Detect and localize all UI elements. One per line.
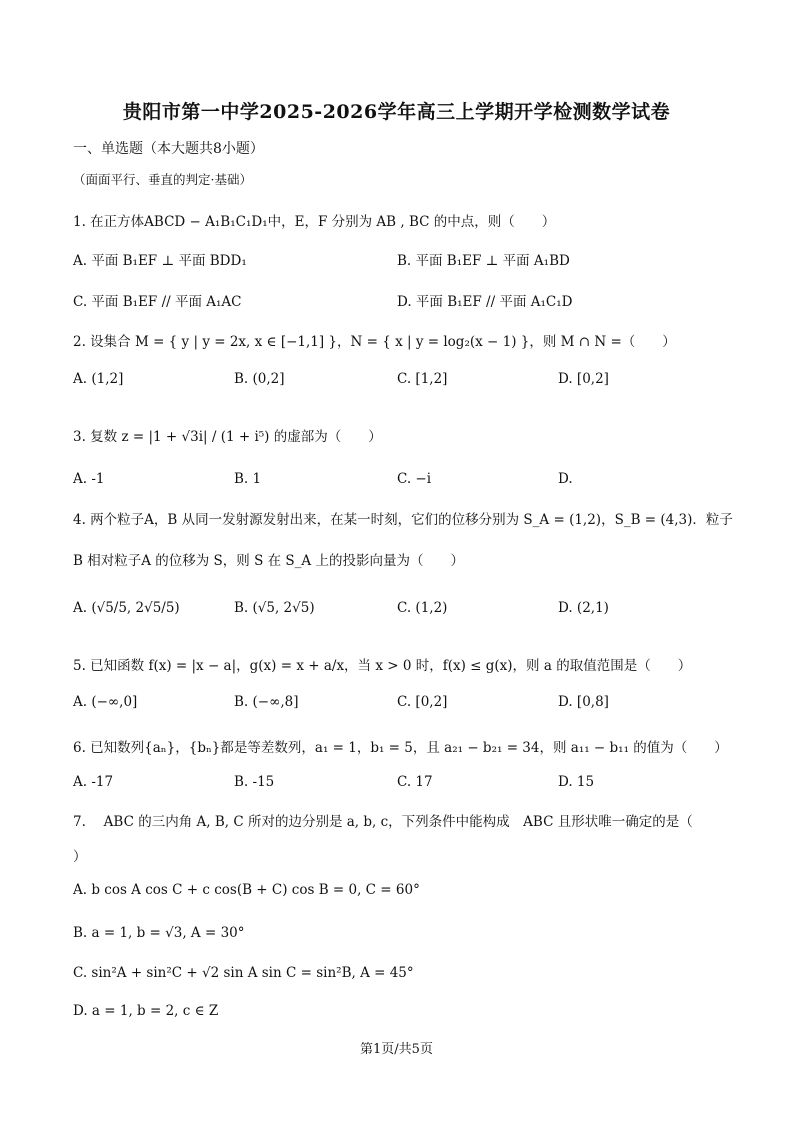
question-4-option-d: D. (2,1) <box>558 600 609 616</box>
question-7-option-b: B. a = 1, b = √3, A = 30° <box>73 925 245 941</box>
question-1-option-d: D. 平面 B₁EF // 平面 A₁C₁D <box>397 294 573 310</box>
question-3-stem: 3. 复数 z = |1 + √3i| / (1 + i⁵) 的虚部为（ ） <box>73 429 382 445</box>
question-7-stem-continued: ） <box>73 849 87 865</box>
question-7-stem: 7. ABC 的三内角 A, B, C 所对的边分别是 a, b, c，下列条件中能构成 ABC 且形状唯一确定的是（ <box>73 814 693 830</box>
question-6-option-c: C. 17 <box>397 774 433 790</box>
question-4-stem-continued: B 相对粒子A 的位移为 S，则 S 在 S_A 上的投影向量为（ ） <box>73 553 464 569</box>
question-6-option-a: A. -17 <box>73 774 114 790</box>
question-5-option-c: C. [0,2] <box>397 694 448 710</box>
exam-title: 贵阳市第一中学2025-2026学年高三上学期开学检测数学试卷 <box>122 101 671 123</box>
question-1-option-a: A. 平面 B₁EF ⊥ 平面 BDD₁ <box>73 253 247 269</box>
question-7-option-d: D. a = 1, b = 2, c ∈ Z <box>73 1003 219 1019</box>
question-2-stem: 2. 设集合 M = { y | y = 2x, x ∈ [−1,1] }，N = { x | y = log₂(x − 1) }，则 M ∩ N =（ ） <box>73 334 676 350</box>
question-3-option-b: B. 1 <box>234 471 262 487</box>
question-2-option-d: D. [0,2] <box>558 371 609 387</box>
question-6-option-b: B. -15 <box>234 774 275 790</box>
question-5-option-d: D. [0,8] <box>558 694 609 710</box>
question-4-option-a: A. (√5/5, 2√5/5) <box>73 600 180 616</box>
question-2-option-a: A. (1,2] <box>73 371 124 387</box>
question-1-option-c: C. 平面 B₁EF // 平面 A₁AC <box>73 294 242 310</box>
question-1-option-b: B. 平面 B₁EF ⊥ 平面 A₁BD <box>397 253 570 269</box>
question-3-option-a: A. -1 <box>73 471 105 487</box>
question-7-option-a: A. b cos A cos C + c cos(B + C) cos B = 0, C = 60° <box>73 882 420 898</box>
question-2-option-c: C. [1,2] <box>397 371 448 387</box>
question-6-option-d: D. 15 <box>558 774 595 790</box>
question-5-stem: 5. 已知函数 f(x) = |x − a|，g(x) = x + a/x，当 x > 0 时，f(x) ≤ g(x)，则 a 的取值范围是（ ） <box>73 658 692 674</box>
question-5-option-b: B. (−∞,8] <box>234 694 299 710</box>
question-3-option-d: D. <box>558 471 573 487</box>
section-heading: 一、单选题（本大题共8小题） <box>73 141 264 157</box>
question-4-option-b: B. (√5, 2√5) <box>234 600 315 616</box>
question-3-option-c: C. −i <box>397 471 432 487</box>
question-2-option-b: B. (0,2] <box>234 371 285 387</box>
question-5-option-a: A. (−∞,0] <box>73 694 138 710</box>
question-4-stem: 4. 两个粒子A，B 从同一发射源发射出来，在某一时刻，它们的位移分别为 S_A = (1,2)，S_B = (4,3)．粒子 <box>73 512 733 528</box>
question-4-option-c: C. (1,2) <box>397 600 448 616</box>
topic-note: （面面平行、垂直的判定·基础） <box>73 172 252 187</box>
page-footer: 第1页/共5页 <box>360 1042 433 1057</box>
question-7-option-c: C. sin²A + sin²C + √2 sin A sin C = sin²B, A = 45° <box>73 965 414 981</box>
question-1-stem: 1. 在正方体ABCD − A₁B₁C₁D₁中，E，F 分别为 AB , BC 的中点，则（ ） <box>73 214 556 230</box>
question-6-stem: 6. 已知数列{aₙ}，{bₙ}都是等差数列，a₁ = 1，b₁ = 5，且 a₂₁ − b₂₁ = 34，则 a₁₁ − b₁₁ 的值为（ ） <box>73 740 728 756</box>
